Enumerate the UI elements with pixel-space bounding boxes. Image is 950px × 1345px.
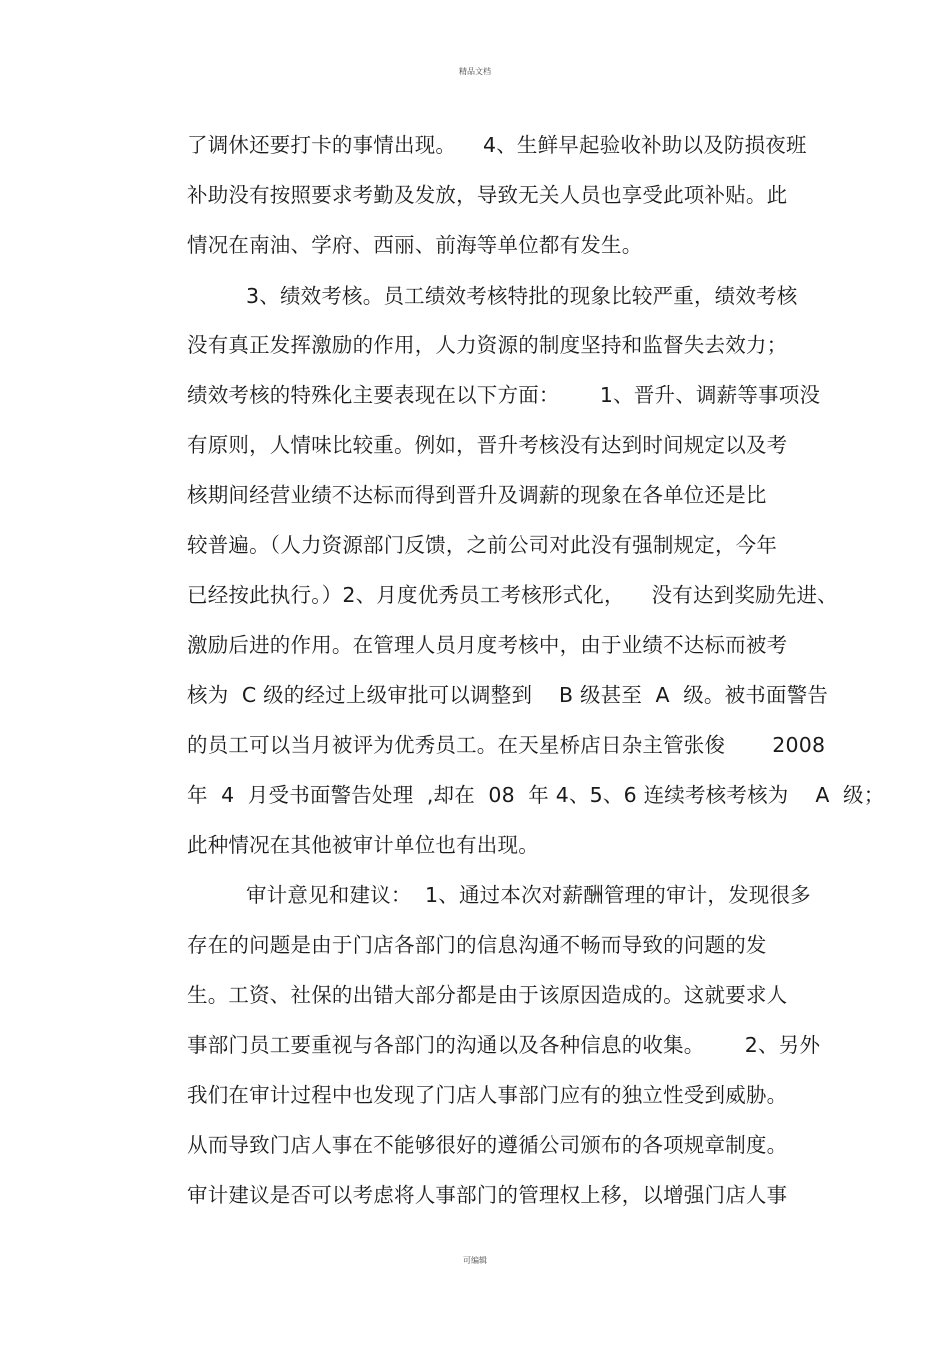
text-line: 此种情况在其他被审计单位也有出现。 <box>187 833 539 857</box>
page-footer: 可编辑 <box>463 1256 487 1265</box>
text-line: 的员工可以当月被评为优秀员工。在天星桥店日杂主管张俊 2008 <box>187 733 826 757</box>
text-line: 有原则，人情味比较重。例如，晋升考核没有达到时间规定以及考 <box>187 433 788 457</box>
text-line: 情况在南油、学府、西丽、前海等单位都有发生。 <box>187 233 643 257</box>
text-line: 绩效考核的特殊化主要表现在以下方面： 1、晋升、调薪等事项没 <box>187 383 821 407</box>
text-line: 已经按此执行。）2、月度优秀员工考核形式化， 没有达到奖励先进、 <box>187 583 838 607</box>
text-line: 从而导致门店人事在不能够很好的遵循公司颁布的各项规章制度。 <box>187 1133 788 1157</box>
text-line: 我们在审计过程中也发现了门店人事部门应有的独立性受到威胁。 <box>187 1083 788 1107</box>
text-line: 年 4 月受书面警告处理 ,却在 08 年 4、5、6 连续考核考核为 A 级； <box>187 783 885 807</box>
text-line: 核为 C 级的经过上级审批可以调整到 B 级甚至 A 级。被书面警告 <box>187 683 829 707</box>
text-line: 较普遍。（人力资源部门反馈，之前公司对此没有强制规定，今年 <box>187 533 778 557</box>
text-line: 激励后进的作用。在管理人员月度考核中，由于业绩不达标而被考 <box>187 633 788 657</box>
text-line: 补助没有按照要求考勤及发放，导致无关人员也享受此项补贴。此 <box>187 183 788 207</box>
text-line: 事部门员工要重视与各部门的沟通以及各种信息的收集。 2、另外 <box>187 1033 821 1057</box>
text-line: 审计建议是否可以考虑将人事部门的管理权上移，以增强门店人事 <box>187 1183 788 1207</box>
text-line: 生。工资、社保的出错大部分都是由于该原因造成的。这就要求人 <box>187 983 788 1007</box>
text-line: 了调休还要打卡的事情出现。 4、生鲜早起验收补助以及防损夜班 <box>187 133 807 157</box>
text-line: 存在的问题是由于门店各部门的信息沟通不畅而导致的问题的发 <box>187 933 767 957</box>
text-line: 核期间经营业绩不达标而得到晋升及调薪的现象在各单位还是比 <box>187 483 767 507</box>
text-line: 3、绩效考核。员工绩效考核特批的现象比较严重，绩效考核 <box>246 284 798 308</box>
text-line: 审计意见和建议： 1、通过本次对薪酬管理的审计，发现很多 <box>246 883 811 907</box>
text-line: 没有真正发挥激励的作用，人力资源的制度坚持和监督失去效力； <box>187 333 788 357</box>
page-header: 精品文档 <box>459 67 491 76</box>
